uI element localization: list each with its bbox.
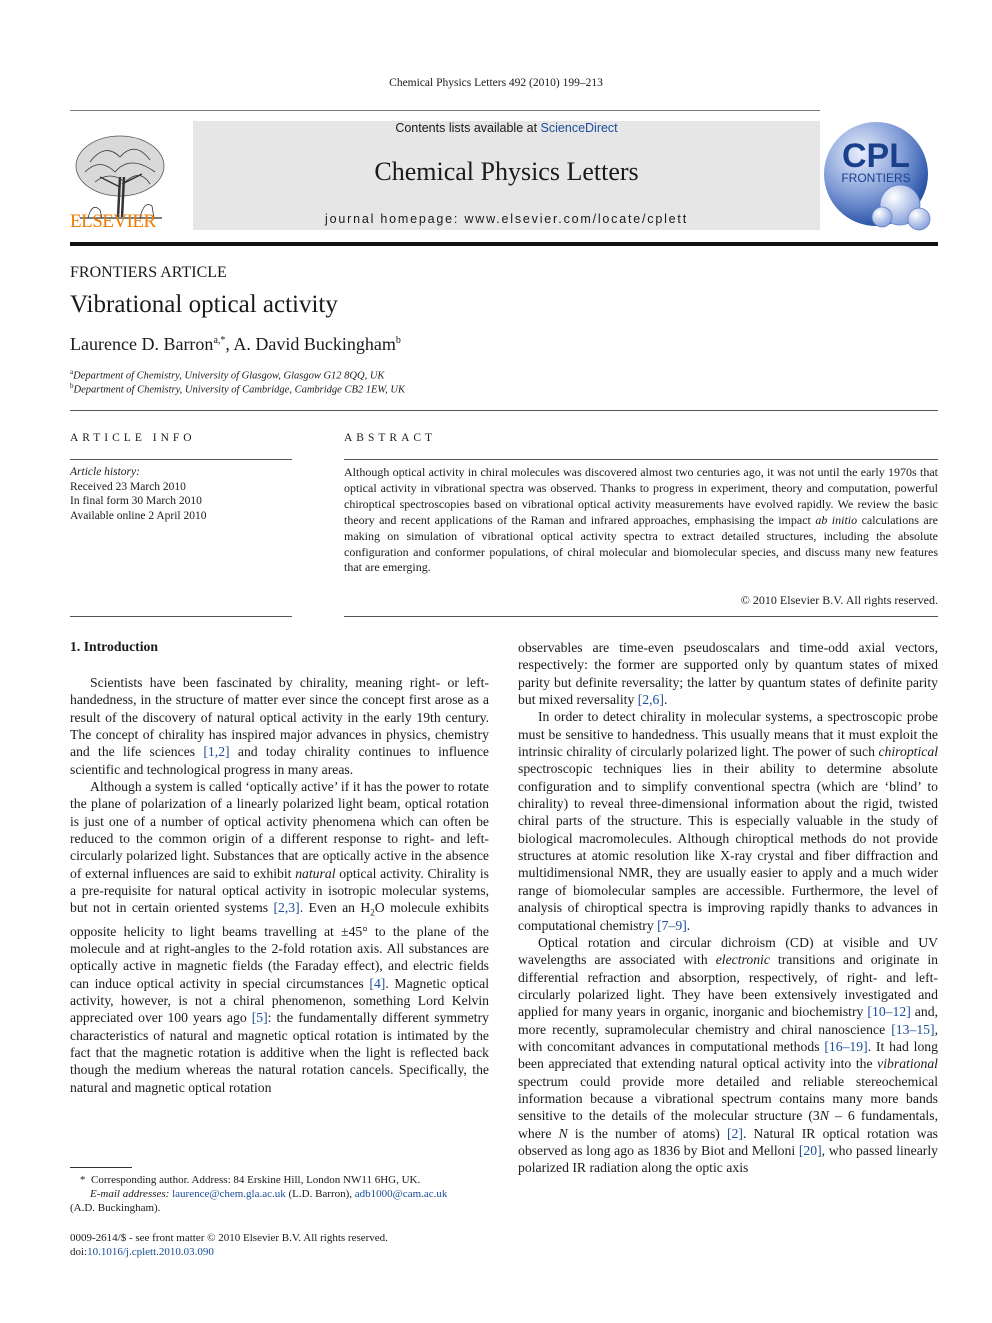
divider [344, 459, 938, 460]
affiliation-a [70, 368, 384, 382]
contents-prefix: Contents lists available at [395, 121, 538, 135]
divider [70, 616, 292, 617]
affil-text: Department of Chemistry, University of Glasgow, Glasgow G12 8QQ, UK [73, 370, 385, 382]
body-column-right [518, 639, 938, 1177]
reference-link[interactable]: [4] [369, 975, 386, 991]
header-rule [70, 110, 820, 111]
reference-link[interactable]: [16–19] [824, 1038, 868, 1054]
article-title: Vibrational optical activity [70, 291, 338, 318]
received-date: Received 23 March 2010 [70, 480, 186, 493]
journal-banner [193, 121, 820, 230]
paragraph: Optical rotation and circular dichroism (CD) at visible and UV wavelengths are associated with electronic transitions and originate in differential refraction and absorption, respectively, of right- and left-circularly polarized light. They have been extensively investigated and applied for many years in organic, inorganic and biochemistry [10–12] and, more recently, supramolecular chemistry and chiral nanoscience [13–15], with concomitant advances in computational methods [16–19]. It had long been appreciated that extending natural optical activity into the vibrational spectrum could provide more detailed and reliable stereochemical information because a vibrational spectrum contains many more bands sensitive to the details of the molecular structure (3N – 6 fundamentals, where N is the number of atoms) [2]. Natural IR optical rotation was observed as long ago as 1836 by Biot and Melloni [20], who passed linearly polarized IR radiation along the optic axis [518, 934, 938, 1176]
article-info-heading: ARTICLE INFO [70, 432, 196, 444]
reference-link[interactable]: [2,3] [273, 900, 300, 916]
reference-link[interactable]: [10–12] [867, 1004, 911, 1020]
publication-info [70, 1231, 388, 1259]
email-label: E-mail addresses: [90, 1188, 170, 1200]
footnote-address: Corresponding author. Address: 84 Erskine Hill, London NW11 6HG, UK. [91, 1174, 421, 1186]
paragraph: observables are time-even pseudoscalars and time-odd axial vectors, respectively: the former are supported only by quantum states of mixed parity but definite reversality; the latter by quantum states of definite parity but mixed reversality [2,6]. [518, 640, 938, 708]
online-date: Available online 2 April 2010 [70, 509, 207, 522]
affil-marker: b [70, 382, 74, 390]
journal-homepage[interactable]: journal homepage: www.elsevier.com/locate/cplett [325, 212, 688, 226]
cpl-logo-big: CPL [842, 137, 910, 175]
footnote-corresponding [70, 1173, 489, 1187]
cpl-spheres-icon [820, 121, 938, 236]
author-name: Laurence D. Barron [70, 334, 214, 354]
footnote-email-owner: (A.D. Buckingham). [70, 1202, 161, 1214]
author-affil-marker[interactable]: a,* [213, 335, 226, 346]
abstract-part: Although optical activity in chiral molecules was discovered almost two centuries ago, it was not until the early 1970s that optical activity in vibrational spectra was observed. Thanks to progress in experiment, theory and computation, powerful chiroptical spectroscopies based on vibrational optical activity measurements have evolved rapidly. We review the basic theory and recent applications of the Raman and infrared approaches, emphasising the impact [344, 465, 938, 527]
doi-link[interactable]: 10.1016/j.cplett.2010.03.090 [87, 1246, 214, 1258]
author-separator: , [225, 334, 230, 354]
abstract-heading: ABSTRACT [344, 432, 437, 444]
section-heading: 1. Introduction [70, 639, 158, 654]
reference-link[interactable]: [13–15] [891, 1021, 935, 1037]
doi-line [70, 1245, 388, 1259]
footnote-rule [70, 1167, 132, 1168]
copyright: © 2010 Elsevier B.V. All rights reserved. [740, 593, 938, 607]
header-thick-rule [70, 242, 938, 246]
footnote-star: * [80, 1174, 86, 1186]
email-link[interactable]: laurence@chem.gla.ac.uk [172, 1188, 286, 1200]
footnote [70, 1173, 489, 1215]
divider [70, 459, 292, 460]
reference-link[interactable]: [1,2] [203, 744, 230, 760]
journal-citation: Chemical Physics Letters 492 (2010) 199–213 [389, 77, 603, 89]
paragraph: Scientists have been fascinated by chirality, meaning right- or left-handedness, in the structure of matter ever since the concept first arose as a result of the discovery of natural optical activity in the early 19th century. The concept of chirality has inspired major advances in physics, chemistry and the life sciences [1,2] and today chirality continues to influence scientific and technological progress in many areas. [70, 675, 489, 777]
article-history [70, 465, 292, 523]
reference-link[interactable]: [7–9] [657, 917, 687, 933]
divider [70, 410, 938, 411]
history-label: Article history: [70, 466, 140, 478]
abstract-text [344, 465, 938, 576]
article-kind: FRONTIERS ARTICLE [70, 264, 227, 281]
footnote-emails [70, 1187, 489, 1201]
paragraph: Although a system is called ‘optically active’ if it has the power to rotate the plane of polarization of a linearly polarized light beam, optical rotation is just one of a number of optical activity phenomena which can often be reduced to the common origin of a different response to right- and left-circularly polarized light. Substances that are optically active in the absence of external influences are said to exhibit natural optical activity. Chirality is a pre-requisite for natural optical activity in isotropic molecular systems, but not in certain oriented systems [2,3]. Even an $H_2O$ molecule exhibits opposite helicity to light beams travelling at ±45° to the plane of the molecule and at right-angles to the 2-fold rotation axis. All substances are optically active in magnetic fields (the Faraday effect), and electric fields can induce optical activity in special circumstances [4]. Magnetic optical activity, however, is not a chiral phenomenon, something Lord Kelvin appreciated over 100 years ago [5]: the fundamentally different symmetry characteristics of natural and magnetic optical rotation is intimated by the fact that the magnetic rotation is additive when the light is reflected back though the medium whereas the natural rotation cancels. Specifically, the natural and magnetic optical rotation [70, 779, 490, 1095]
contents-availability [193, 121, 820, 135]
abstract-part: calculations are making on simulation of vibrational optical activity spectra to extract detailed structures, including the absolute configuration and conformer populations, of chiral molecular and biomolecular species, and discuss many new features that are emerging. [344, 512, 938, 575]
author-name: A. David Buckingham [233, 334, 396, 354]
journal-name: Chemical Physics Letters [374, 157, 639, 186]
reference-link[interactable]: [2,6] [637, 692, 664, 708]
issn-line: 0009-2614/$ - see front matter © 2010 Elsevier B.V. All rights reserved. [70, 1232, 388, 1244]
reference-link[interactable]: [20] [798, 1142, 822, 1158]
affil-text: Department of Chemistry, University of Cambridge, Cambridge CB2 1EW, UK [73, 384, 406, 396]
body-column-left [70, 674, 489, 1096]
elsevier-wordmark: ELSEVIER [70, 211, 156, 232]
final-form-date: In final form 30 March 2010 [70, 495, 202, 507]
cpl-logo-small: FRONTIERS [841, 171, 911, 185]
email-link[interactable]: adb1000@cam.ac.uk [354, 1188, 448, 1200]
reference-link[interactable]: [2] [726, 1125, 743, 1141]
affil-marker: a [70, 368, 74, 376]
sciencedirect-link[interactable]: ScienceDirect [540, 121, 618, 135]
email-owner: (L.D. Barron), [285, 1188, 355, 1200]
author-affil-marker[interactable]: b [395, 335, 401, 346]
abstract-italic: ab initio [815, 512, 858, 527]
author-list [70, 334, 401, 355]
reference-link[interactable]: [5] [251, 1010, 268, 1026]
paragraph: In order to detect chirality in molecular systems, a spectroscopic probe must be sensitive to handedness. This usually means that it must exploit the intrinsic chirality of circularly polarized light. The power of such chiroptical spectroscopic techniques lies in their ability to determine absolute configuration and to simplify conventional spectra (which are ‘blind’ to chirality) to reveal three-dimensional information about the rigid, twisted chiral parts of the structure. This is especially valuable in the study of biological macromolecules. Although chiroptical methods do not provide structures at atomic resolution like X-ray crystal and fiber diffraction and multidimensional NMR, they are usually easier to apply and a much wider range of biomolecular samples are accessible. Furthermore, the level of analysis of chiroptical spectra is improving rapidly thanks to advances in computational chemistry [7–9]. [518, 709, 938, 933]
affiliation-b [70, 382, 405, 396]
doi-label: doi: [70, 1246, 88, 1258]
divider [344, 616, 938, 617]
